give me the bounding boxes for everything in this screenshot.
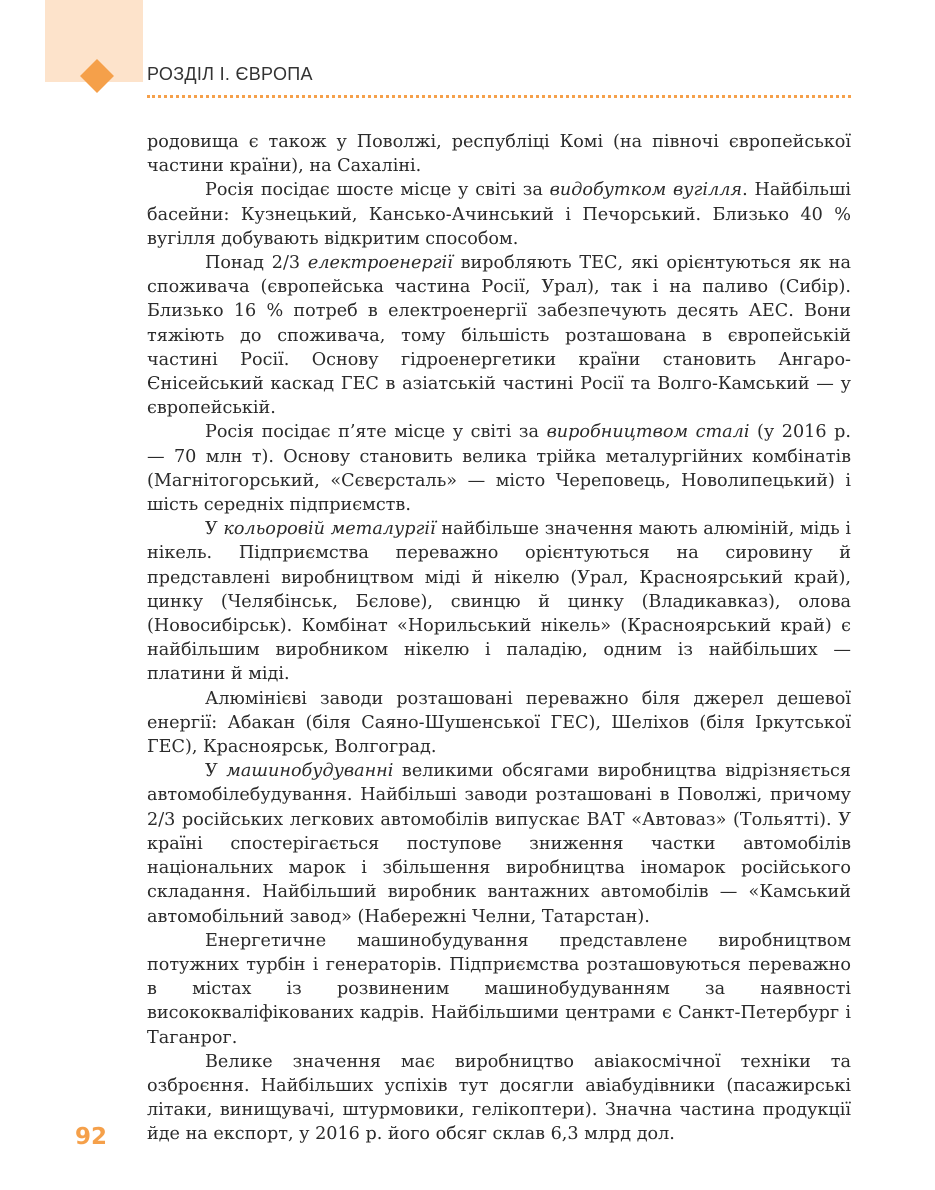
page-number: 92 xyxy=(75,1124,108,1150)
text-run: Понад 2/3 xyxy=(205,253,308,274)
text-run: виробляють ТЕС, які орієнтуються як на споживача (європейська частина Росії, Урал), так і на паливо (Сибір). Близько 16 % потреб в електроенергії забезпечують десять АЕС. Вони тяжіють до споживача, тому більшість розташована в європейській частині Росії. Основу гідроенергетики країни становить Ангаро-Єнісейський каскад ГЕС в азіатській частині Росії та Волго-Камський — у європейській. xyxy=(147,253,851,419)
paragraph xyxy=(147,251,851,420)
italic-term: машинобудуванні xyxy=(226,761,394,782)
header-divider xyxy=(147,95,851,98)
italic-term: видобутком вугілля xyxy=(549,180,743,201)
text-run: Росія посідає шосте місце у світі за xyxy=(205,180,550,201)
text-run: Росія посідає п’яте місце у світі за xyxy=(205,422,547,443)
paragraph: Алюмінієві заводи розташовані переважно біля джерел дешевої енергії: Абакан (біля Саяно-Шушенської ГЕС), Шеліхов (біля Іркутської ГЕС), Красноярськ, Волгоград. xyxy=(147,688,851,758)
paragraph: родовища є також у Поволжі, республіці Комі (на півночі європейської частини країни), на Сахаліні. xyxy=(147,132,851,177)
italic-term: електроенергії xyxy=(307,253,453,274)
section-title: РОЗДІЛ І. ЄВРОПА xyxy=(147,64,313,84)
paragraph xyxy=(147,420,851,517)
body-text xyxy=(147,130,851,1147)
text-run: великими обсягами виробництва відрізняється автомобілебудування. Найбільші заводи розташовані в Поволжі, причому 2/3 російських легкових автомобілів випускає ВАТ «Автоваз» (Тольятті). У країні спостерігається поступове зниження частки автомобілів національних марок і збільшення виробництва іномарок російського складання. Найбільший виробник вантажних автомобілів — «Камський автомобільний завод» (Набережні Челни, Татарстан). xyxy=(147,761,851,927)
italic-term: виробництвом сталі xyxy=(546,422,750,443)
text-run: У xyxy=(205,519,224,540)
paragraph: Енергетичне машинобудування представлене виробництвом потужних турбін і генераторів. Підприємства розташовуються переважно в містах із розвиненим машинобудуванням за наявності висококваліфікованих кадрів. Найбільшими центрами є Санкт-Петербург і Таганрог. xyxy=(147,930,851,1048)
text-run: У xyxy=(205,761,227,782)
italic-term: кольоровій металургії xyxy=(223,519,436,540)
paragraph xyxy=(147,517,851,686)
text-run: найбільше значення мають алюміній, мідь і нікель. Підприємства переважно орієнтуються на сировину й представлені виробництвом міді й нікелю (Урал, Красноярський край), цинку (Челябінськ, Бєлове), свинцю й цинку (Владикавказ), олова (Новосибірськ). Комбінат «Норильський нікель» (Красноярський край) є найбільшим виробником нікелю і паладію, одним із найбільших — платини й міді. xyxy=(147,519,852,685)
text-run: . Найбільші басейни: Кузнецький, Кансько-Ачинський і Печорський. Близько 40 % вугілля добувають відкритим способом. xyxy=(147,180,851,249)
text-run: (у 2016 р. — 70 млн т). Основу становить велика трійка металургійних комбінатів (Магнітогорський, «Сєвєрсталь» — місто Череповець, Новолипецький) і шість середніх підприємств. xyxy=(147,422,851,516)
paragraph xyxy=(147,178,851,251)
paragraph xyxy=(147,759,851,928)
paragraph: Велике значення має виробництво авіакосмічної техніки та озброєння. Найбільших успіхів тут досягли авіабудівники (пасажирські літаки, винищувачі, штурмовики, гелікоптери). Значна частина продукції йде на експорт, у 2016 р. його обсяг склав 6,3 млрд дол. xyxy=(147,1051,851,1145)
